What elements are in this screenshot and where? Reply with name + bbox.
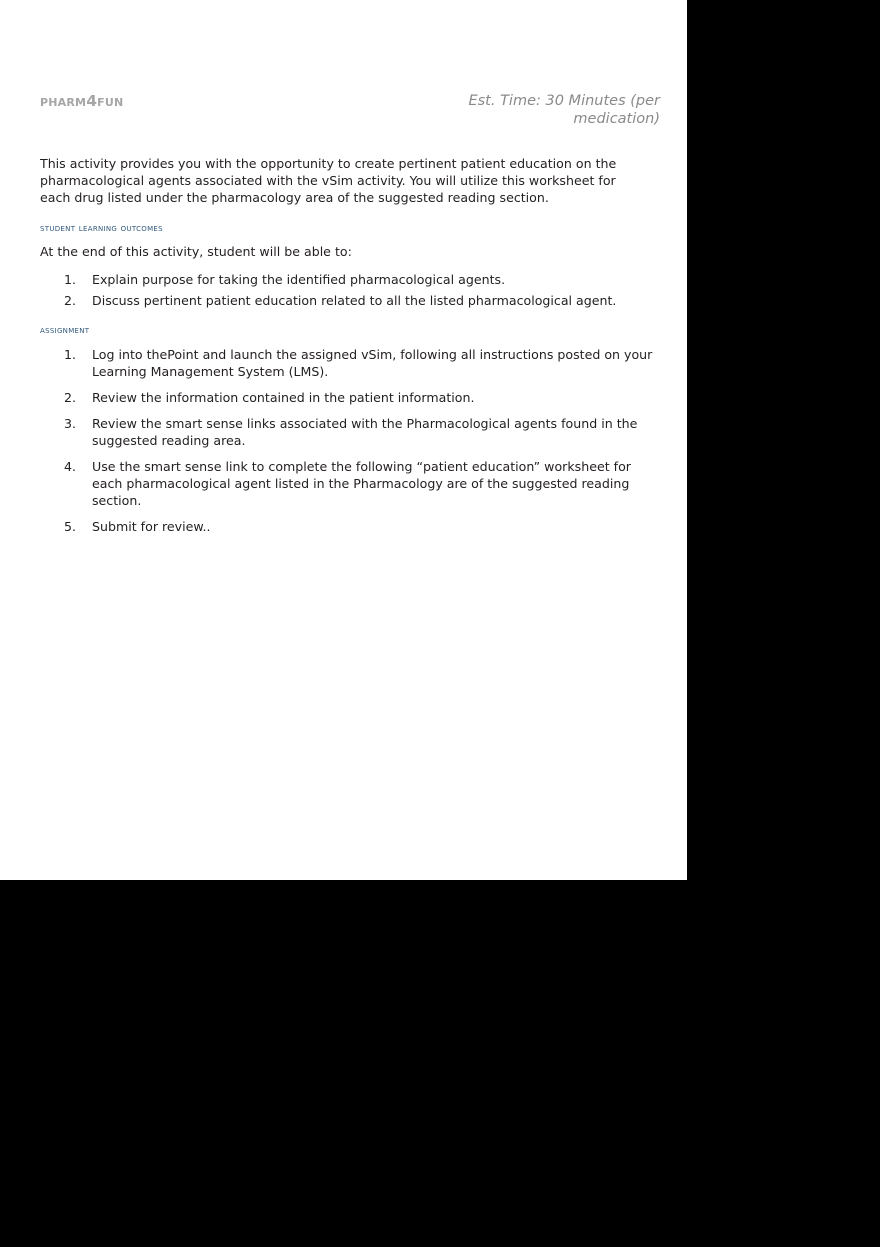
- document-header: [40, 92, 660, 128]
- outcomes-lead-line: At the end of this activity, student will be able to:: [40, 243, 352, 259]
- section-heading-student-learning-outcomes: student learning outcomes: [40, 222, 163, 234]
- list-marker: 4.: [64, 458, 77, 474]
- list-item: [40, 518, 660, 535]
- list-marker: 2.: [64, 389, 77, 405]
- list-item: [40, 292, 660, 309]
- list-item-text: Discuss pertinent patient education related to all the listed pharmacological agent.: [92, 292, 617, 308]
- list-marker: 5.: [64, 518, 77, 534]
- assignment-list: [40, 346, 660, 535]
- list-item-text: Use the smart sense link to complete the following “patient education” worksheet for each pharmacological agent listed in the Pharmacology are of the suggested reading section.: [92, 458, 631, 508]
- list-item-text: Log into thePoint and launch the assigned vSim, following all instructions posted on your Learning Management System (LMS).: [92, 346, 653, 379]
- list-item-text: Review the smart sense links associated with the Pharmacological agents found in the suggested reading area.: [92, 415, 638, 448]
- list-marker: 1.: [64, 346, 77, 362]
- list-item: [40, 346, 660, 380]
- list-item: [40, 458, 660, 509]
- list-marker: 1.: [64, 271, 77, 287]
- list-item: [40, 271, 660, 288]
- page-content: [40, 92, 660, 551]
- section-heading-assignment: assignment: [40, 324, 90, 336]
- estimated-time: Est. Time: 30 Minutes (per medication): [468, 93, 660, 128]
- list-marker: 3.: [64, 415, 77, 431]
- backdrop-right-strip: [687, 0, 880, 872]
- student-learning-outcomes-list: [40, 271, 660, 309]
- intro-paragraph: This activity provides you with the opportunity to create pertinent patient education on the pharmacological agents associated with the vSim activity. You will utilize this worksheet for each drug listed under the pharmacology area of the suggested reading section.: [40, 156, 617, 205]
- brand-title: pharm4fun: [40, 92, 124, 110]
- list-item-text: Review the information contained in the patient information.: [92, 389, 475, 405]
- list-item-text: Submit for review..: [92, 518, 211, 534]
- list-marker: 2.: [64, 292, 77, 308]
- list-item: [40, 389, 660, 406]
- list-item: [40, 415, 660, 449]
- list-item-text: Explain purpose for taking the identified pharmacological agents.: [92, 271, 506, 287]
